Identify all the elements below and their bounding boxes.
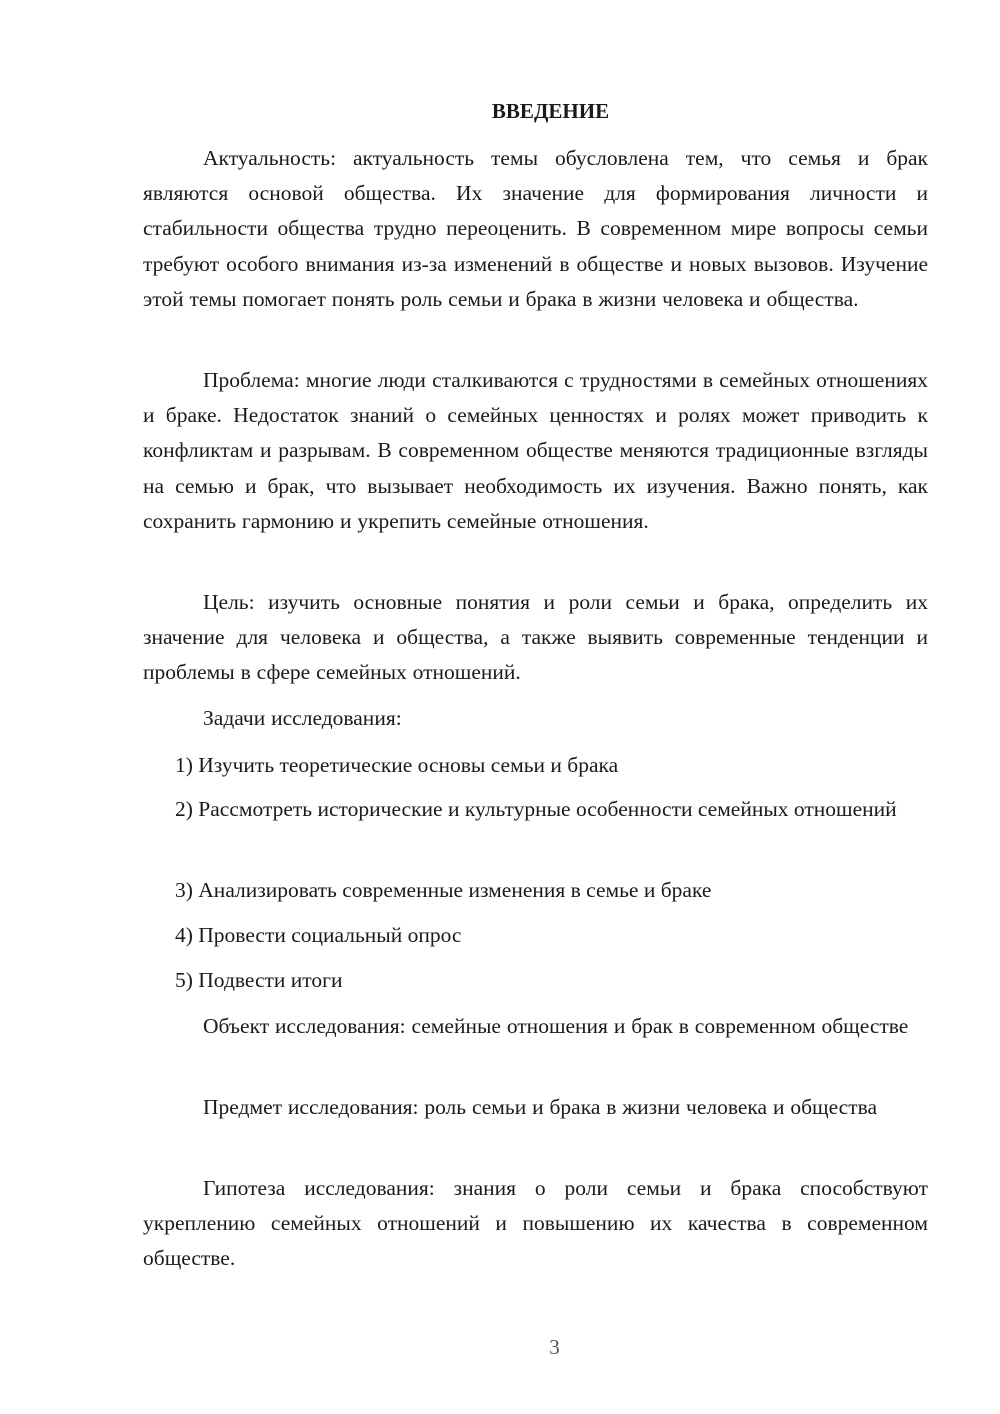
document-page bbox=[143, 0, 928, 1414]
task-item-4: 4) Провести социальный опрос bbox=[175, 923, 462, 947]
section-title: ВВЕДЕНИЕ bbox=[491, 99, 610, 123]
task-item-5: 5) Подвести итоги bbox=[175, 968, 343, 992]
paragraph-tasks-heading: Задачи исследования: bbox=[203, 706, 402, 730]
paragraph-relevance: Актуальность: актуальность темы обусловлена тем, что семья и брак являются основой общества. Их значение для формирования личности и стабильности общества трудно переоценить. В современном мире вопросы семьи требуют особого внимания из-за изменений в обществе и новых вызовов. Изучение этой темы помогает понять роль семьи и брака в жизни человека и общества. bbox=[143, 146, 928, 311]
paragraph-goal: Цель: изучить основные понятия и роли семьи и брака, определить их значение для человека и общества, а также выявить современные тенденции и проблемы в сфере семейных отношений. bbox=[143, 590, 928, 685]
task-item-1: 1) Изучить теоретические основы семьи и брака bbox=[175, 753, 619, 777]
task-item-2: 2) Рассмотреть исторические и культурные особенности семейных отношений bbox=[175, 797, 897, 821]
paragraph-hypothesis: Гипотеза исследования: знания о роли семьи и брака способствуют укреплению семейных отношений и повышению их качества в современном обществе. bbox=[143, 1176, 928, 1271]
paragraph-subject: Предмет исследования: роль семьи и брака в жизни человека и общества bbox=[203, 1095, 877, 1119]
task-item-3: 3) Анализировать современные изменения в семье и браке bbox=[175, 878, 712, 902]
page-number: 3 bbox=[549, 1335, 560, 1359]
paragraph-problem: Проблема: многие люди сталкиваются с трудностями в семейных отношениях и браке. Недостаток знаний о семейных ценностях и ролях может приводить к конфликтам и разрывам. В современном обществе меняются традиционные взгляды на семью и брак, что вызывает необходимость их изучения. Важно понять, как сохранить гармонию и укрепить семейные отношения. bbox=[143, 368, 928, 533]
paragraph-object: Объект исследования: семейные отношения и брак в современном обществе bbox=[203, 1014, 909, 1038]
